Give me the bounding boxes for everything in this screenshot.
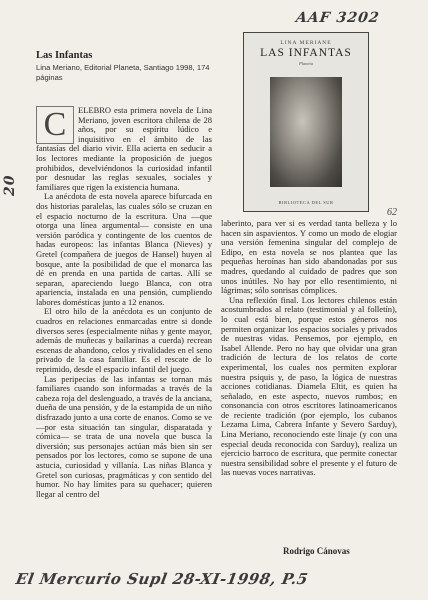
drop-cap: C (36, 106, 74, 144)
body-paragraph: Una reflexión final. Los lectores chilenos están acostumbrados al relato (testimonial y al folletín), lo cual está bien, porque estos géneros nos permiten organizar los espacios sociales y privados de nuestras vidas. Pensemos, por ejemplo, en Isabel Allende. Pero no hay que olvidar una gran tradición de lectura de los relatos de corte experimental, los cuales nos permiten explorar nuestra psiquis y, de paso, la lógica de nuestras acciones cotidianas. Diamela Eltit, es quien ha señalado, en este aspecto, nuevos rumbos; en consonancia con otros escritores latinoamericanos de reciente tradición (por ejemplo, los cubanos Lezama Lima, Cabrera Infante y Severo Sarduy), Lina Meriano, reconociendo este linaje (y con una especial deuda reconocida con Sarduy), realiza un ejercicio barroco de escritura, que permite conectar nuestra sensibilidad sobre el presente y el futuro de las nuevas voces narrativas. (221, 294, 397, 478)
body-paragraph (36, 106, 212, 192)
review-author: Rodrigo Cánovas (283, 546, 350, 556)
book-details: Lina Meriano, Editorial Planeta, Santiago 1998, 174 páginas (36, 63, 210, 83)
cover-author: LINA MERIANE (280, 40, 332, 46)
handwritten-reference: AAF 3202 (294, 10, 381, 26)
cover-title: LAS INFANTAS (260, 47, 352, 59)
body-paragraph: Las peripecias de las infantas se tornan más familiares cuando son informadas a través de la cabeza roja del deslenguado, a través de la anciana, dueña de una pensión, y de la estampida de un niño disfrazado junto a una corte de enanos. Como se ve —por esta situación tan singular, disparatada y cómica— se trata de una novela que busca la diversión; sus personajes actúan más bien sin ser pensados por los lectores, como se supone de una astucia, curiosidad y villanía. Las niñas Blanca y Gretel son curiosas, pragmáticas y con sentido del humor. No hay límites para su quehacer; quieren llegar al centro del (36, 373, 212, 499)
cover-publisher: Planeta (299, 61, 313, 66)
body-column-right (221, 219, 397, 478)
review-title: Las Infantas (36, 50, 93, 61)
body-column-left (36, 106, 212, 499)
cover-series: BIBLIOTECA DEL SUR (278, 200, 334, 205)
cover-illustration (270, 77, 342, 187)
book-cover-image (243, 32, 369, 212)
body-paragraph: La anécdota de esta novela aparece bifurcada en dos historias paralelas, las cuales sólo se cruzan en el espacio nocturno de la escritura. Una —que otorga una línea argumental— consiste en una versión paródica y contingente de los cuentos de hadas europeos: las infantas Blanca (Nieves) y Gretel (compañera de juegos de Hansel) huyen al bosque, ante la posibilidad de que el monarca las dé en prenda en una partida de cartas. Allí se separan, apareciendo luego Blanca, con otra apariencia, instalada en una pensión, cumpliendo labores domésticas junto a 12 enanos. (36, 191, 212, 307)
handwritten-margin-number: 20 (2, 174, 18, 196)
paragraph-text: ELEBRO esta primera novela de Lina Meriano, joven escritora chilena de 28 años, por su espíritu lúdico e inquisitivo en el ámbito de las fantasías del diario vivir. Ella acierta en seducir a los lectores mediante la proposición de juegos prohibidos, develviéndonos la curiosidad infantil por desnudar las reglas sexuales, sociales y familiares que rigen la existencia humana. (36, 105, 212, 192)
handwritten-source-note: El Mercurio Supl 28-XI-1998, P.5 (14, 570, 310, 588)
body-paragraph: laberinto, para ver si es verdad tanta belleza y lo hacen sin aspavientos. Y como un modo de elogiar una versión femenina singular del complejo de Edipo, en esta novela se nos plantea que las pequeñas heroínas han sido abandonadas por sus madres, quedando al cuidado de padres que son unos inútiles. No hay por ello resentimiento, ni lágrimas; sólo sonrisas cómplices. (221, 218, 397, 296)
body-paragraph: El otro hilo de la anécdota es un conjunto de cuadros en relaciones enmarcadas entre si donde diversos seres (especialmente niñas y gente mayor, además de muñecas y bailarinas a cuerda) recrean escenas de abandono, celos y rivalidades en el seno privado de la casa familiar. Es el rescate de lo reprimido, desde el espacio infantil del juego. (36, 306, 212, 375)
page-number: 62 (387, 207, 397, 218)
